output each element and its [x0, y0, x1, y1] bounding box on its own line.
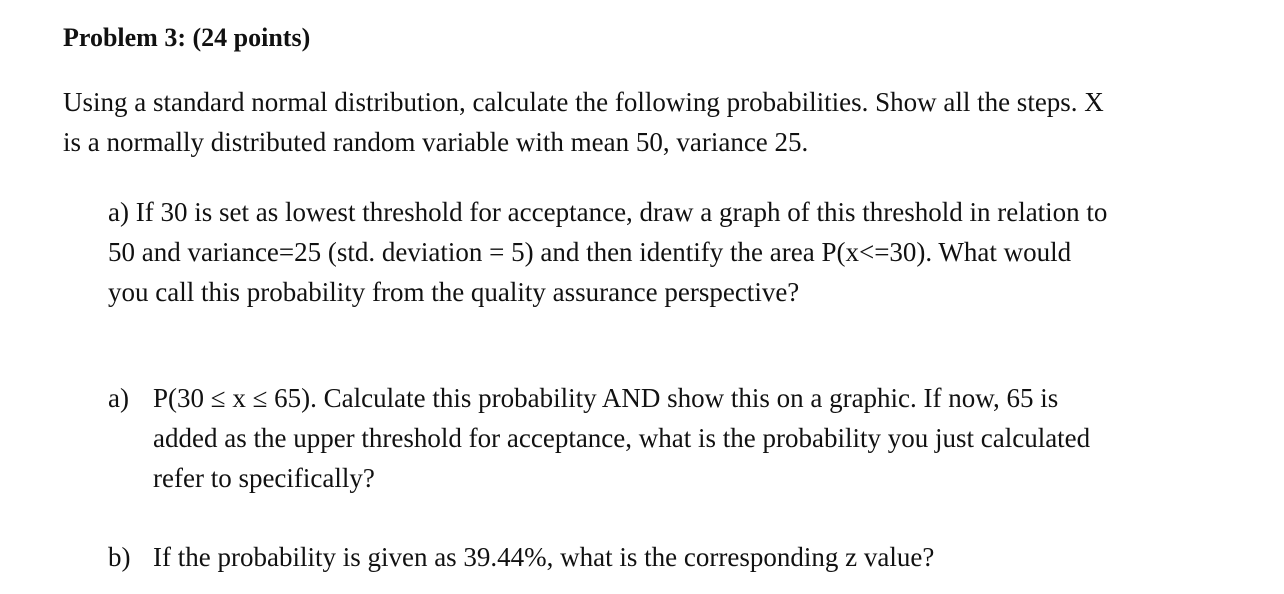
- part-a2-line-2: added as the upper threshold for acceptance, what is the probability you just calculated: [153, 423, 1091, 453]
- intro-line-1: Using a standard normal distribution, calculate the following probabilities. Show all the steps. X: [63, 87, 1104, 117]
- part-a2-line-1: P(30 ≤ x ≤ 65). Calculate this probability AND show this on a graphic. If now, 65 is: [153, 383, 1059, 413]
- part-b-line-1: If the probability is given as 39.44%, what is the corresponding z value?: [153, 542, 935, 572]
- intro-line-2: is a normally distributed random variable with mean 50, variance 25.: [63, 127, 809, 157]
- part-a2-marker: a): [108, 383, 129, 413]
- part-b-marker: b): [108, 542, 131, 572]
- part-a1-line-2: 50 and variance=25 (std. deviation = 5) and then identify the area P(x<=30). What would: [108, 237, 1072, 267]
- problem-title: Problem 3: (24 points): [63, 23, 311, 52]
- part-a1-line-1: a) If 30 is set as lowest threshold for acceptance, draw a graph of this threshold in relation to: [108, 197, 1108, 227]
- part-a1-line-3: you call this probability from the quality assurance perspective?: [108, 277, 800, 307]
- part-a2-line-3: refer to specifically?: [153, 463, 375, 493]
